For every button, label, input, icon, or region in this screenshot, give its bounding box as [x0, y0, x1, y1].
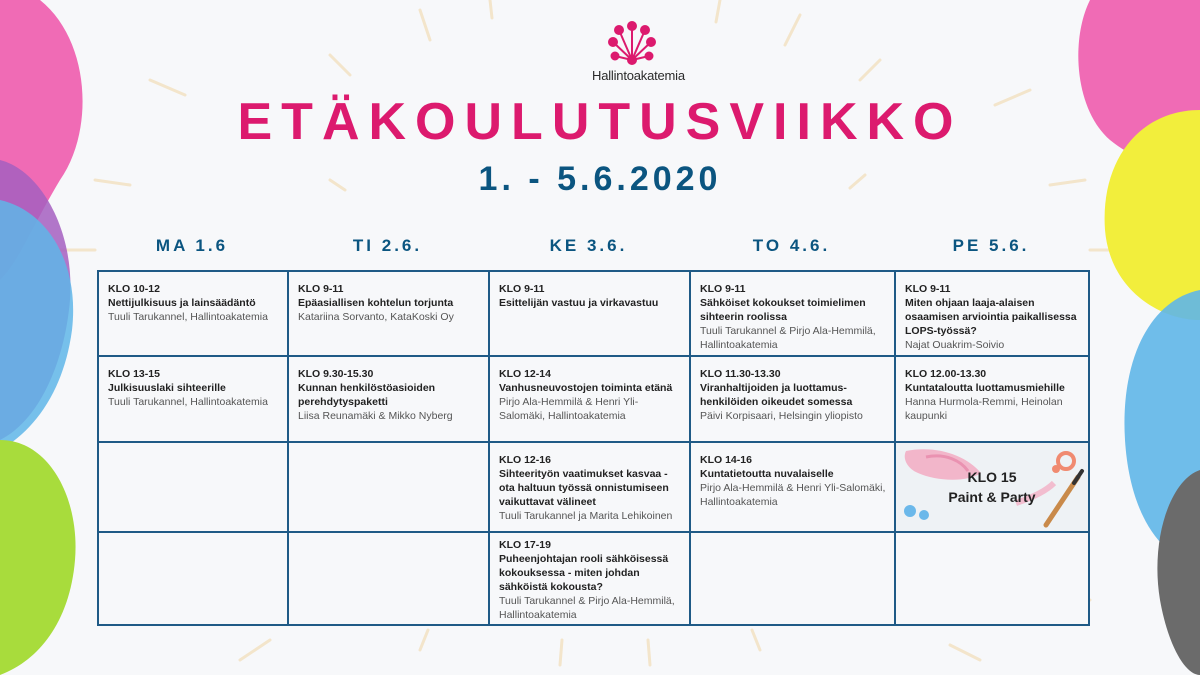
session-title: Kuntataloutta luottamusmiehille — [905, 382, 1065, 394]
session-speaker: Tuuli Tarukannel ja Marita Lehikoinen — [499, 510, 673, 522]
paint-illustration — [896, 443, 1088, 531]
session-speaker: Hanna Hurmola-Remmi, Heinolan kaupunki — [905, 396, 1063, 422]
session-title: Kunnan henkilöstöasioiden perehdytyspaketti — [298, 382, 436, 408]
paint-party-cell[interactable] — [895, 442, 1089, 532]
session-time: KLO 14-16 — [700, 454, 752, 466]
session-cell[interactable] — [489, 271, 690, 356]
schedule-row — [98, 442, 1089, 532]
session-speaker: Tuuli Tarukannel & Pirjo Ala-Hemmilä, Hallintoakatemia — [700, 325, 876, 351]
session-speaker: Päivi Korpisaari, Helsingin yliopisto — [700, 410, 863, 422]
session-title: Nettijulkisuus ja lainsäädäntö — [108, 297, 256, 309]
flower-logo-icon — [608, 20, 656, 66]
date-range: 1. - 5.6.2020 — [478, 160, 722, 198]
session-cell[interactable] — [690, 356, 895, 442]
day-header-thu: TO 4.6. — [752, 236, 831, 255]
paint-party-time: KLO 15 — [967, 469, 1017, 485]
session-speaker: Tuuli Tarukannel, Hallintoakatemia — [108, 311, 268, 323]
session-speaker: Pirjo Ala-Hemmilä & Henri Yli-Salomäki, Hallintoakatemia — [700, 482, 886, 508]
session-speaker: Katariina Sorvanto, KataKoski Oy — [298, 311, 454, 323]
session-speaker: Pirjo Ala-Hemmilä & Henri Yli-Salomäki, Hallintoakatemia — [499, 396, 639, 422]
session-speaker: Liisa Reunamäki & Mikko Nyberg — [298, 410, 453, 422]
empty-cell — [690, 532, 895, 625]
empty-cell — [895, 532, 1089, 625]
session-time: KLO 9.30-15.30 — [298, 368, 374, 380]
session-time: KLO 9-11 — [499, 283, 545, 295]
empty-cell — [98, 442, 288, 532]
session-cell[interactable] — [288, 271, 489, 356]
session-title: Vanhusneuvostojen toiminta etänä — [499, 382, 673, 394]
session-time: KLO 10-12 — [108, 283, 160, 295]
session-title: Sähköiset kokoukset toimielimen sihteerin roolissa — [700, 297, 866, 323]
day-header-mon: MA 1.6 — [155, 236, 229, 255]
page-title: ETÄKOULUTUSVIIKKO — [237, 93, 963, 151]
session-title: Sihteerityön vaatimukset kasvaa - ota haltuun työssä onnistumiseen vaikuttavat välineet — [499, 468, 669, 508]
schedule-table — [97, 270, 1090, 626]
session-time: KLO 9-11 — [700, 283, 746, 295]
schedule-row — [98, 271, 1089, 356]
session-speaker: Tuuli Tarukannel, Hallintoakatemia — [108, 396, 268, 408]
schedule-row — [98, 532, 1089, 625]
session-time: KLO 12-14 — [499, 368, 551, 380]
brand-name: Hallintoakatemia — [592, 68, 685, 83]
empty-cell — [288, 442, 489, 532]
session-title: Viranhaltijoiden ja luottamus-henkilöiden oikeudet somessa — [700, 382, 853, 408]
day-header-tue: TI 2.6. — [352, 236, 423, 255]
day-header-fri: PE 5.6. — [952, 236, 1030, 255]
schedule-row — [98, 356, 1089, 442]
paint-party-title: Paint & Party — [948, 489, 1036, 505]
day-header-wed: KE 3.6. — [549, 236, 628, 255]
session-cell[interactable] — [489, 532, 690, 625]
session-time: KLO 9-11 — [905, 283, 951, 295]
session-title: Kuntatietoutta nuvalaiselle — [700, 468, 834, 480]
session-time: KLO 13-15 — [108, 368, 160, 380]
session-title: Miten ohjaan laaja-alaisen osaamisen arviointia paikallisessa LOPS-työssä? — [905, 297, 1077, 337]
empty-cell — [288, 532, 489, 625]
session-cell[interactable] — [98, 271, 288, 356]
session-cell[interactable] — [690, 442, 895, 532]
session-time: KLO 17-19 — [499, 539, 551, 551]
paint-party-label — [896, 467, 1088, 507]
session-title: Julkisuuslaki sihteerille — [108, 382, 226, 394]
empty-cell — [98, 532, 288, 625]
session-cell[interactable] — [895, 271, 1089, 356]
session-time: KLO 12-16 — [499, 454, 551, 466]
session-title: Esittelijän vastuu ja virkavastuu — [499, 297, 659, 309]
session-cell[interactable] — [288, 356, 489, 442]
session-cell[interactable] — [690, 271, 895, 356]
session-cell[interactable] — [489, 356, 690, 442]
session-cell[interactable] — [98, 356, 288, 442]
session-title: Puheenjohtajan rooli sähköisessä kokouksessa - miten johdan sähköistä kokousta? — [499, 553, 669, 593]
session-title: Epäasiallisen kohtelun torjunta — [298, 297, 454, 309]
session-speaker: Tuuli Tarukannel & Pirjo Ala-Hemmilä, Hallintoakatemia — [499, 595, 675, 621]
session-cell[interactable] — [895, 356, 1089, 442]
session-time: KLO 11.30-13.30 — [700, 368, 781, 380]
session-cell[interactable] — [489, 442, 690, 532]
session-speaker: Najat Ouakrim-Soivio — [905, 339, 1005, 351]
brand-logo — [592, 20, 685, 83]
session-time: KLO 9-11 — [298, 283, 344, 295]
session-time: KLO 12.00-13.30 — [905, 368, 987, 380]
